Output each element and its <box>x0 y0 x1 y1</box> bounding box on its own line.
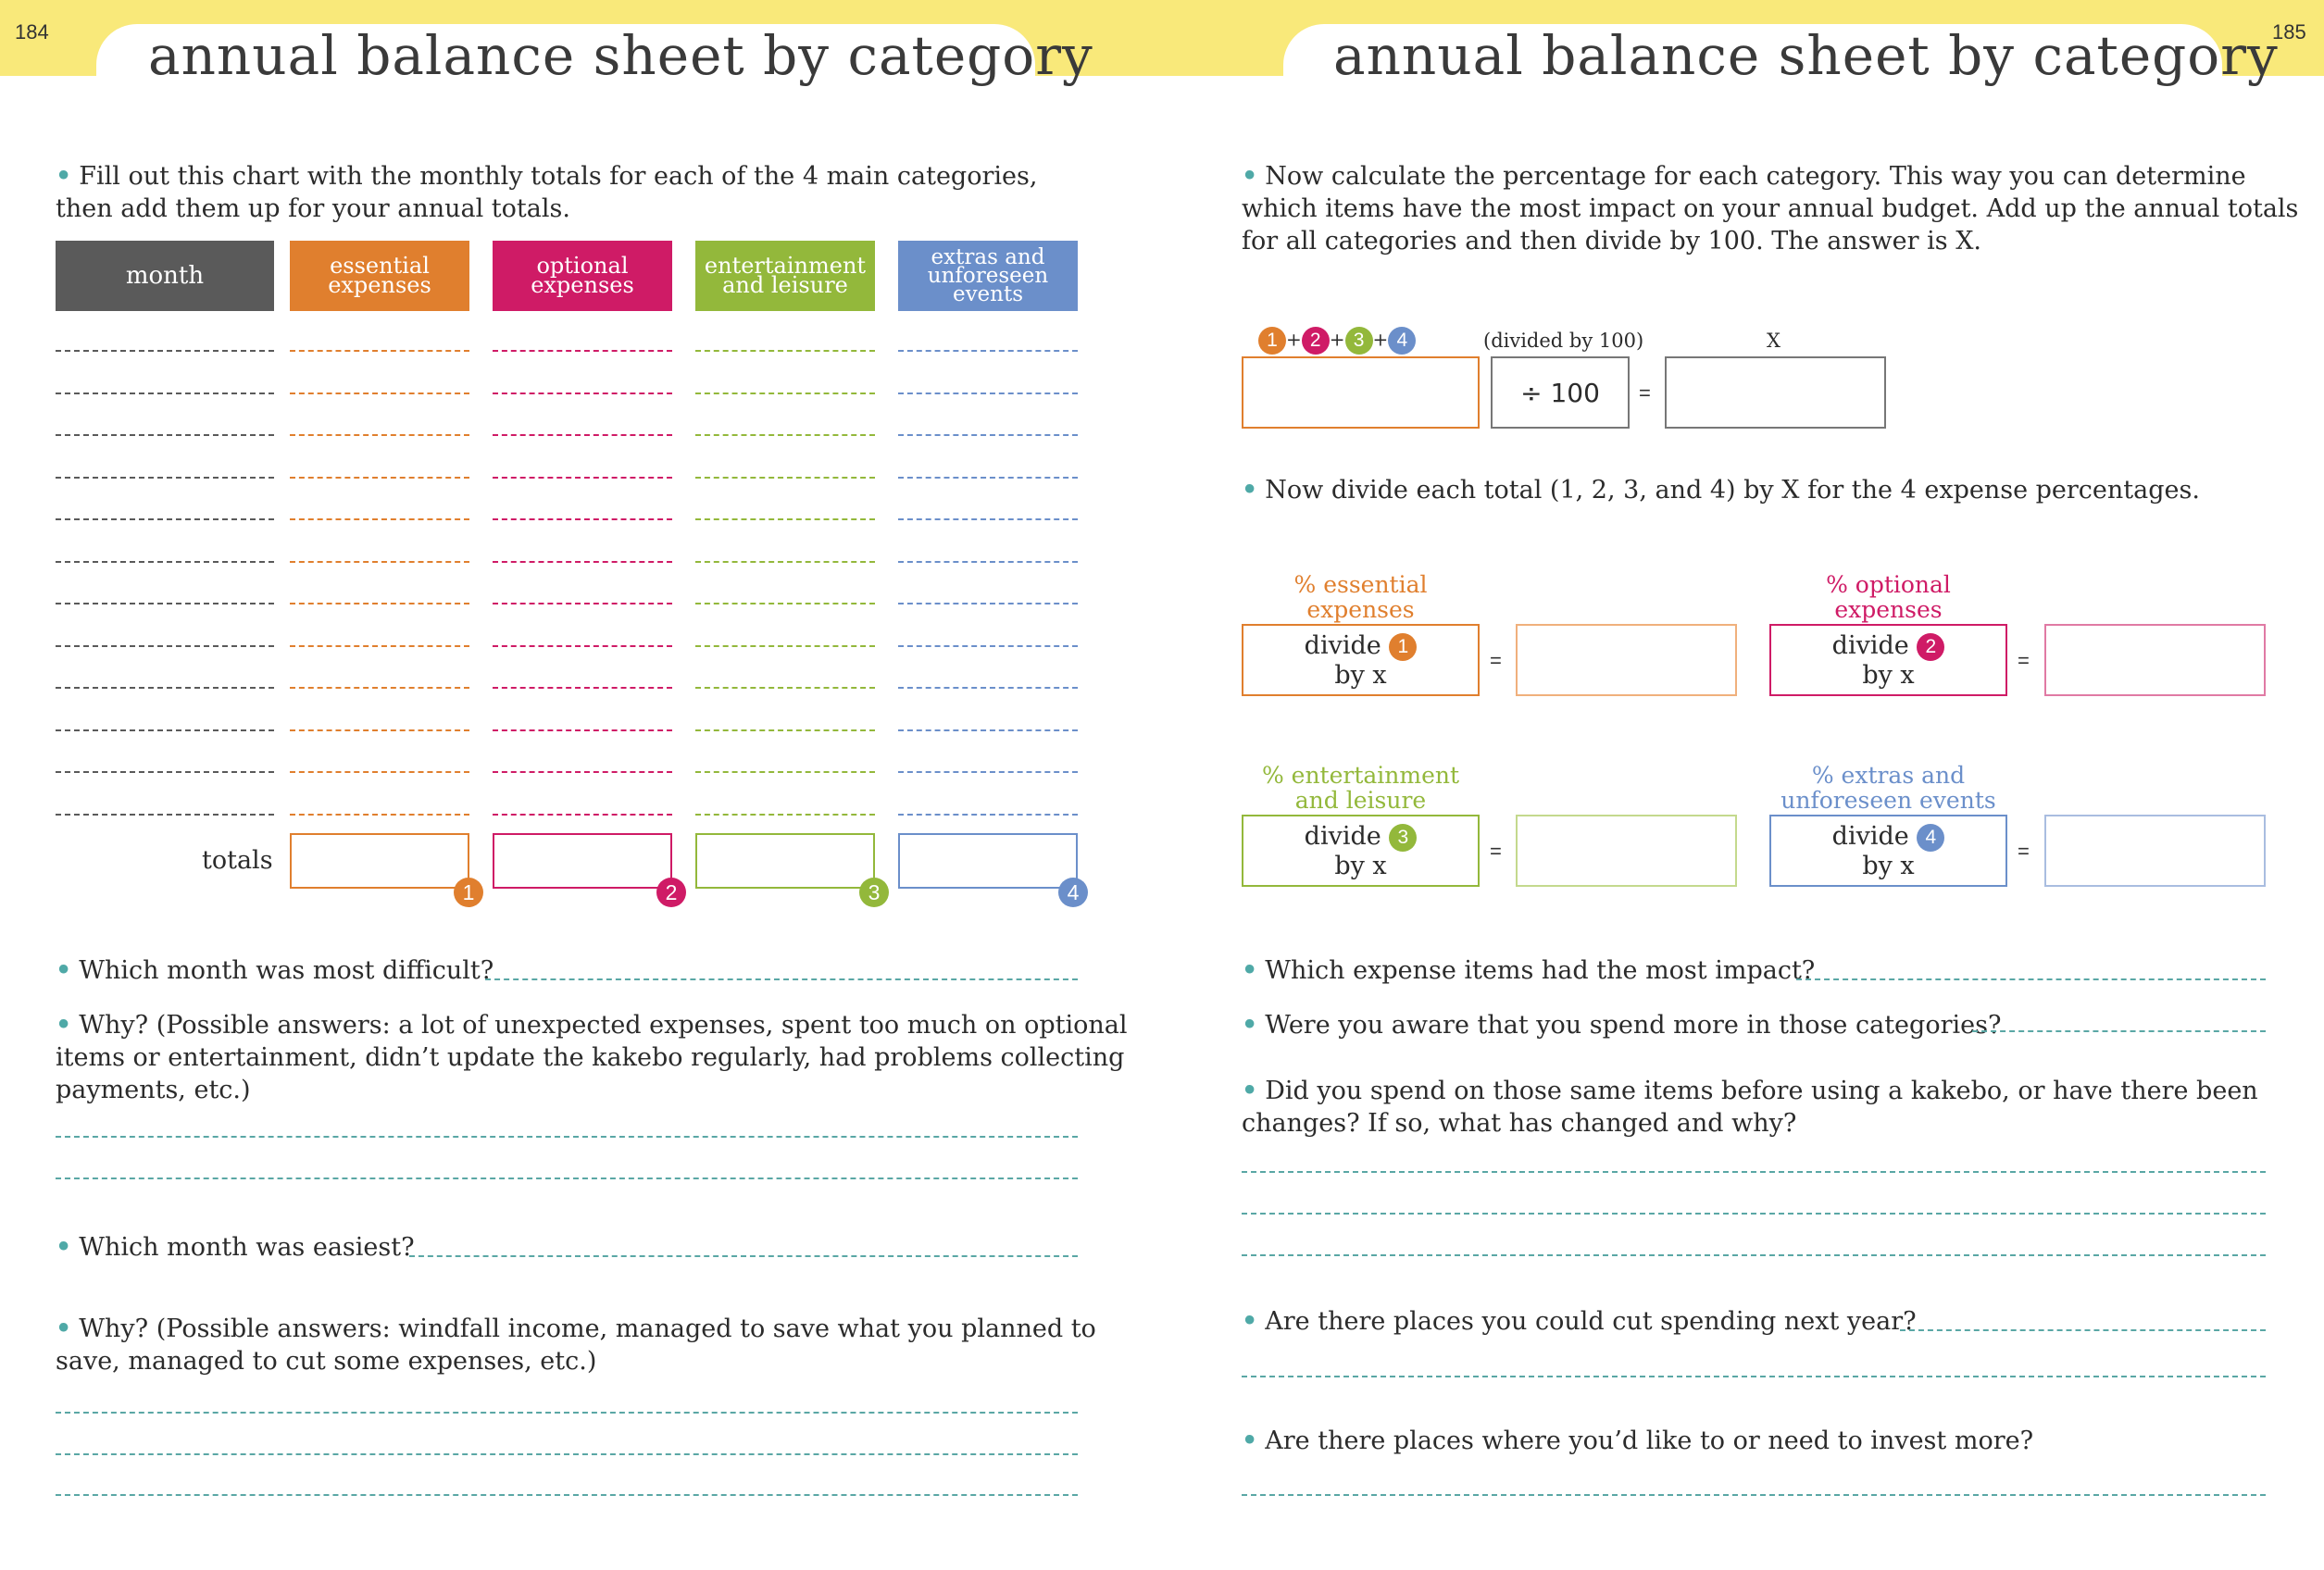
entry-line-essential[interactable] <box>290 477 469 479</box>
entry-line-entertainment[interactable] <box>695 477 875 479</box>
question-most-difficult: • Which month was most difficult? <box>56 956 494 985</box>
question-cut-spending: • Are there places you could cut spending next year? <box>1242 1307 1917 1336</box>
question-why-easiest-line1: • Why? (Possible answers: windfall income, managed to save what you planned to <box>56 1315 1096 1343</box>
divide-by-100-box: ÷ 100 <box>1491 356 1630 429</box>
entry-line-extras[interactable] <box>898 518 1078 520</box>
divide-extras-text: divide 4 by x <box>1769 822 2007 881</box>
entry-line-entertainment[interactable] <box>695 771 875 773</box>
bullet: • <box>56 1315 72 1343</box>
formula-badge-4: 4 <box>1388 327 1416 355</box>
entry-line-entertainment[interactable] <box>695 392 875 394</box>
entry-line-entertainment[interactable] <box>695 603 875 604</box>
entry-line-entertainment[interactable] <box>695 645 875 647</box>
entry-line-optional[interactable] <box>493 729 672 731</box>
bullet: • <box>56 1233 72 1262</box>
question-invest-more: • Are there places where you’d like to or need to invest more? <box>1242 1427 2034 1455</box>
question-why-difficult-line1: • Why? (Possible answers: a lot of unexpected expenses, spent too much on optional <box>56 1011 1128 1040</box>
answer-line[interactable] <box>485 978 1078 980</box>
entry-line-month[interactable] <box>56 603 274 604</box>
entry-line-essential[interactable] <box>290 687 469 689</box>
right-page-title: annual balance sheet by category <box>1333 24 2279 87</box>
total-badge-4: 4 <box>1058 878 1088 907</box>
entry-line-essential[interactable] <box>290 392 469 394</box>
bullet: • <box>56 162 72 191</box>
x-result-field[interactable] <box>1665 356 1886 429</box>
percent-extras-field[interactable] <box>2044 815 2266 887</box>
entry-line-month[interactable] <box>56 687 274 689</box>
entry-line-optional[interactable] <box>493 392 672 394</box>
entertainment-badge: 3 <box>1389 824 1417 852</box>
total-entertainment-field[interactable] <box>695 833 875 889</box>
answer-line[interactable] <box>1242 1376 2266 1377</box>
entry-line-month[interactable] <box>56 814 274 816</box>
entry-line-entertainment[interactable] <box>695 814 875 816</box>
entry-line-optional[interactable] <box>493 350 672 352</box>
entry-line-month[interactable] <box>56 518 274 520</box>
entry-line-essential[interactable] <box>290 814 469 816</box>
entry-line-extras[interactable] <box>898 561 1078 563</box>
column-header-entertainment: entertainment and leisure <box>695 241 875 311</box>
question-why-difficult-line3: payments, etc.) <box>56 1076 251 1104</box>
equals-sign: = <box>2018 649 2030 672</box>
entry-line-extras[interactable] <box>898 350 1078 352</box>
entry-line-month[interactable] <box>56 392 274 394</box>
percent-entertainment-field[interactable] <box>1516 815 1737 887</box>
optional-badge: 2 <box>1917 633 1944 661</box>
plus-sign: + <box>1286 328 1302 351</box>
entry-line-month[interactable] <box>56 645 274 647</box>
answer-line[interactable] <box>1972 1030 2266 1032</box>
entry-line-essential[interactable] <box>290 350 469 352</box>
right-intro-line3: for all categories and then divide by 100. The answer is X. <box>1242 227 1982 255</box>
column-header-optional: optional expenses <box>493 241 672 311</box>
entry-line-optional[interactable] <box>493 603 672 604</box>
answer-line[interactable] <box>1242 1494 2266 1496</box>
formula-badge-2: 2 <box>1302 327 1330 355</box>
entry-line-entertainment[interactable] <box>695 434 875 436</box>
essential-badge: 1 <box>1389 633 1417 661</box>
answer-line[interactable] <box>56 1136 1078 1138</box>
right-intro-line1: • Now calculate the percentage for each category. This way you can determine <box>1242 162 2246 191</box>
entry-line-extras[interactable] <box>898 645 1078 647</box>
equals-sign: = <box>1490 840 1502 863</box>
entry-line-optional[interactable] <box>493 814 672 816</box>
bullet: • <box>1242 1307 1258 1336</box>
answer-line[interactable] <box>56 1494 1078 1496</box>
equals-sign: = <box>2018 840 2030 863</box>
column-header-month: month <box>56 241 274 311</box>
left-intro-line2: then add them up for your annual totals. <box>56 194 570 223</box>
entry-line-essential[interactable] <box>290 729 469 731</box>
question-aware: • Were you aware that you spend more in those categories? <box>1242 1011 2002 1040</box>
percent-essential-field[interactable] <box>1516 624 1737 696</box>
extras-badge: 4 <box>1917 824 1944 852</box>
total-optional-field[interactable] <box>493 833 672 889</box>
entry-line-essential[interactable] <box>290 603 469 604</box>
entry-line-optional[interactable] <box>493 518 672 520</box>
entry-line-optional[interactable] <box>493 434 672 436</box>
divide-optional-text: divide 2 by x <box>1769 631 2007 691</box>
percent-entertainment-label: % entertainment and leisure <box>1261 762 1460 814</box>
bullet: • <box>1242 1077 1258 1105</box>
total-essential-field[interactable] <box>290 833 469 889</box>
bullet: • <box>1242 476 1258 505</box>
entry-line-optional[interactable] <box>493 645 672 647</box>
formula-badge-3: 3 <box>1345 327 1373 355</box>
answer-line[interactable] <box>1242 1171 2266 1173</box>
entry-line-optional[interactable] <box>493 771 672 773</box>
entry-line-entertainment[interactable] <box>695 687 875 689</box>
entry-line-optional[interactable] <box>493 477 672 479</box>
percent-optional-label: % optional expenses <box>1826 571 1951 623</box>
sum-formula <box>1258 327 1416 355</box>
x-label: X <box>1767 330 1780 352</box>
entry-line-month[interactable] <box>56 729 274 731</box>
entry-line-optional[interactable] <box>493 687 672 689</box>
answer-line[interactable] <box>56 1453 1078 1455</box>
entry-line-extras[interactable] <box>898 814 1078 816</box>
entry-line-extras[interactable] <box>898 729 1078 731</box>
bullet: • <box>1242 956 1258 985</box>
plus-sign: + <box>1372 328 1389 351</box>
divide-instruction: • Now divide each total (1, 2, 3, and 4) by X for the 4 expense percentages. <box>1242 476 2200 505</box>
bullet: • <box>56 956 72 985</box>
column-header-extras: extras and unforeseen events <box>898 241 1078 311</box>
equals-sign: = <box>1490 649 1502 672</box>
entry-line-month[interactable] <box>56 771 274 773</box>
left-intro-line1: • Fill out this chart with the monthly totals for each of the 4 main categories, <box>56 162 1038 191</box>
entry-line-optional[interactable] <box>493 561 672 563</box>
divide-essential-text: divide 1 by x <box>1242 631 1480 691</box>
entry-line-essential[interactable] <box>290 645 469 647</box>
answer-line[interactable] <box>1242 1213 2266 1215</box>
total-badge-3: 3 <box>859 878 889 907</box>
bullet: • <box>1242 1011 1258 1040</box>
entry-line-essential[interactable] <box>290 771 469 773</box>
question-why-difficult-line2: items or entertainment, didn’t update the kakebo regularly, had problems collecting <box>56 1043 1125 1072</box>
left-page-number: 184 <box>15 20 49 44</box>
answer-line[interactable] <box>1900 1329 2266 1331</box>
entry-line-entertainment[interactable] <box>695 518 875 520</box>
percent-extras-label: % extras and unforeseen events <box>1780 762 1996 814</box>
entry-line-essential[interactable] <box>290 561 469 563</box>
entry-line-entertainment[interactable] <box>695 350 875 352</box>
annual-sum-field[interactable] <box>1242 356 1480 429</box>
divided-by-label: (divided by 100) <box>1483 330 1644 352</box>
plus-sign: + <box>1329 328 1345 351</box>
entry-line-month[interactable] <box>56 434 274 436</box>
equals-sign: = <box>1639 381 1651 405</box>
column-header-essential: essential expenses <box>290 241 469 311</box>
question-most-impact: • Which expense items had the most impact? <box>1242 956 1816 985</box>
entry-line-extras[interactable] <box>898 687 1078 689</box>
question-easiest-month: • Which month was easiest? <box>56 1233 415 1262</box>
bullet: • <box>1242 162 1258 191</box>
entry-line-extras[interactable] <box>898 392 1078 394</box>
question-why-easiest-line2: save, managed to cut some expenses, etc.) <box>56 1347 597 1376</box>
entry-line-essential[interactable] <box>290 518 469 520</box>
left-page-title: annual balance sheet by category <box>148 24 1093 87</box>
entry-line-extras[interactable] <box>898 603 1078 604</box>
answer-line[interactable] <box>56 1178 1078 1179</box>
entry-line-month[interactable] <box>56 350 274 352</box>
total-badge-2: 2 <box>656 878 686 907</box>
answer-line[interactable] <box>1242 1254 2266 1256</box>
entry-line-extras[interactable] <box>898 477 1078 479</box>
answer-line[interactable] <box>409 1255 1078 1257</box>
percent-essential-label: % essential expenses <box>1293 571 1428 623</box>
entry-line-entertainment[interactable] <box>695 561 875 563</box>
right-page-number: 185 <box>2272 20 2306 44</box>
total-badge-1: 1 <box>454 878 483 907</box>
question-before-kakebo-line2: changes? If so, what has changed and why? <box>1242 1109 1797 1138</box>
answer-line[interactable] <box>56 1412 1078 1414</box>
entry-line-month[interactable] <box>56 477 274 479</box>
entry-line-month[interactable] <box>56 561 274 563</box>
entry-line-essential[interactable] <box>290 434 469 436</box>
divide-entertainment-text: divide 3 by x <box>1242 822 1480 881</box>
total-extras-field[interactable] <box>898 833 1078 889</box>
percent-optional-field[interactable] <box>2044 624 2266 696</box>
answer-line[interactable] <box>1796 978 2266 980</box>
bullet: • <box>56 1011 72 1040</box>
totals-label: totals <box>202 846 273 875</box>
entry-line-extras[interactable] <box>898 434 1078 436</box>
question-before-kakebo-line1: • Did you spend on those same items before using a kakebo, or have there been <box>1242 1077 2258 1105</box>
bullet: • <box>1242 1427 1258 1455</box>
formula-badge-1: 1 <box>1258 327 1286 355</box>
entry-line-entertainment[interactable] <box>695 729 875 731</box>
entry-line-extras[interactable] <box>898 771 1078 773</box>
right-intro-line2: which items have the most impact on your annual budget. Add up the annual totals <box>1242 194 2299 223</box>
